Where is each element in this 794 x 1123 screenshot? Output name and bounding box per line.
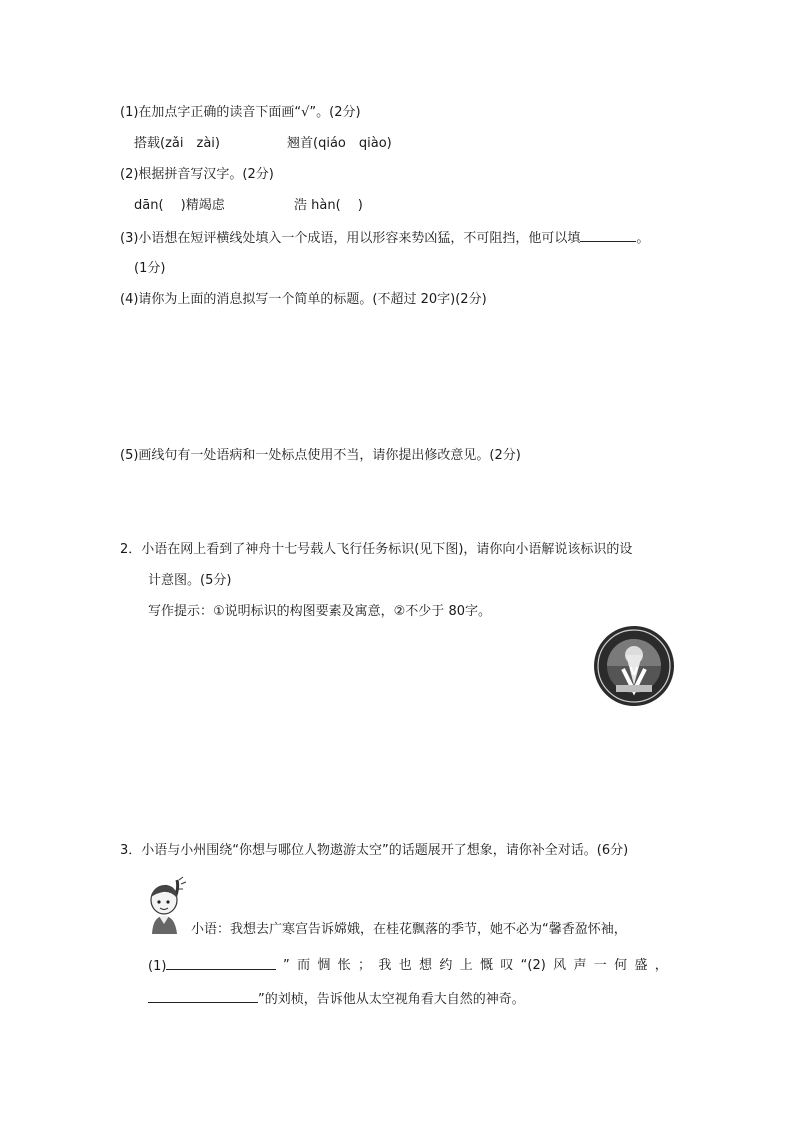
q1-sub1-item-b: [287, 135, 392, 153]
q3-line3-end: ”的刘桢，告诉他从太空视角看大自然的神奇。: [258, 992, 525, 1007]
q2-writing-hint: 写作提示：①说明标识的构图要素及寓意，②不少于 80字。: [148, 604, 491, 619]
q3-line2-part: 风: [553, 958, 567, 973]
q2-prompt-line1: 2．小语在网上看到了神舟十七号载人飞行任务标识(见下图)，请你向小语解说该标识的设: [120, 542, 633, 557]
q3-line2-part: 叹: [500, 958, 514, 973]
q1-sub3-prompt-line: [120, 229, 649, 248]
q3-line2-part: “(2): [520, 958, 546, 973]
q1-sub5-prompt: (5)画线句有一处语病和一处标点使用不当，请你提出修改意见。(2分): [120, 448, 521, 463]
q1-sub3-answer-blank[interactable]: [580, 229, 636, 242]
q3-line2-part: 盛: [634, 958, 648, 973]
q1-sub2-item-a: dān( )精竭虑: [134, 198, 225, 213]
q3-line2-part: 上: [459, 958, 473, 973]
q1-sub1-item-a-pinyin: (zǎi zài): [160, 136, 220, 151]
student-avatar-icon: [145, 876, 189, 936]
q3-line2-part: 也: [398, 958, 412, 973]
q1-sub3-score: (1分): [134, 261, 166, 276]
q1-sub1-item-b-word: 翘首: [287, 136, 314, 151]
q1-sub2-item-b: 浩 hàn( ): [294, 198, 363, 213]
q3-line2-part: ，: [654, 958, 668, 973]
q3-dialogue-line3: [148, 990, 525, 1009]
q1-sub1-item-a-word: 搭载: [134, 136, 161, 151]
q1-sub3-end: 。: [636, 231, 650, 246]
q3-blank1-label: (1): [148, 959, 167, 974]
q3-blank2[interactable]: [148, 990, 258, 1003]
q1-sub2-prompt: (2)根据拼音写汉字。(2分): [120, 167, 274, 182]
q3-line2-part: ；: [358, 958, 372, 973]
q3-prompt: 3．小语与小州围绕“你想与哪位人物遨游太空”的话题展开了想象，请你补全对话。(6分): [120, 843, 629, 858]
q3-dialogue-line2: [283, 957, 668, 975]
q3-dialogue-line1: 小语：我想去广寒宫告诉嫦娥，在桂花飘落的季节，她不必为“馨香盈怀袖，: [191, 922, 627, 937]
q3-line2-part: 想: [419, 958, 433, 973]
q3-line2-part: 怅: [337, 958, 351, 973]
q3-line2-part: 而: [297, 958, 311, 973]
q3-line2-part: 慨: [480, 958, 494, 973]
q3-blank1[interactable]: [166, 957, 276, 970]
q1-sub1-prompt: (1)在加点字正确的读音下面画“√”。(2分): [120, 105, 361, 120]
q3-line2-part: ”: [283, 958, 290, 973]
q3-line2-part: 一: [593, 958, 607, 973]
q3-line2-part: 我: [378, 958, 392, 973]
q1-sub1-item-a: [134, 135, 220, 153]
mission-logo-letter: V: [629, 665, 639, 678]
q3-line2-part: 惆: [317, 958, 331, 973]
q2-prompt-line2: 计意图。(5分): [148, 573, 232, 588]
q3-line2-part: 约: [439, 958, 453, 973]
mission-logo: [593, 625, 675, 707]
q1-sub4-prompt: (4)请你为上面的消息拟写一个简单的标题。(不超过 20字)(2分): [120, 292, 487, 307]
q1-sub1-item-b-pinyin: (qiáo qiào): [313, 136, 392, 151]
q3-line2-part: 声: [573, 958, 587, 973]
q3-line2-part: 何: [614, 958, 628, 973]
q3-blank1-line: [148, 957, 276, 976]
q1-sub3-prompt: (3)小语想在短评横线处填入一个成语，用以形容来势凶猛，不可阻挡，他可以填: [120, 231, 581, 246]
